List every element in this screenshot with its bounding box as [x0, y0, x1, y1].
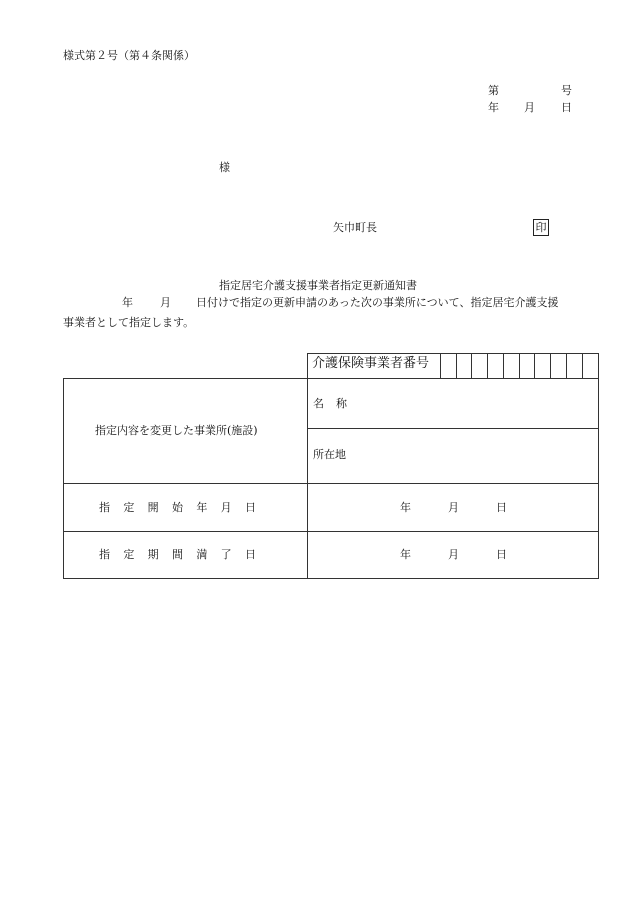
issuer: 矢巾町長: [333, 221, 377, 234]
seal-mark: 印: [533, 219, 549, 236]
start-date-label: [99, 501, 256, 515]
start-date-day: 日: [496, 501, 507, 514]
body-text-line1: 日付けで指定の更新申請のあった次の事業所について、指定居宅介護支援: [196, 296, 559, 309]
start-date-month: 月: [448, 501, 459, 514]
name-label-1: 名: [313, 397, 324, 410]
end-date-char: 定: [123, 548, 135, 561]
number-prefix: 第: [488, 84, 499, 97]
start-date-char: 開: [147, 501, 159, 514]
start-date-char: 指: [99, 501, 110, 514]
end-date-char: 日: [244, 548, 256, 561]
start-date-char: 月: [220, 501, 232, 514]
body-month: 月: [160, 296, 171, 309]
start-date-year: 年: [400, 501, 411, 514]
end-date-char: 間: [171, 548, 183, 561]
start-date-char: 日: [244, 501, 256, 514]
end-date-char: 指: [99, 548, 110, 561]
start-date-char: 年: [196, 501, 208, 514]
document-title: 指定居宅介護支援事業者指定更新通知書: [219, 279, 417, 292]
name-label-2: 称: [336, 397, 347, 410]
end-date-char: 満: [196, 548, 208, 561]
addressee-suffix: 様: [219, 161, 230, 174]
number-suffix: 号: [561, 84, 572, 97]
date-day: 日: [561, 101, 572, 114]
form-label: 様式第２号（第４条関係）: [63, 49, 195, 62]
start-date-char: 始: [171, 501, 183, 514]
body-text-line2: 事業者として指定します。: [63, 316, 195, 329]
date-year: 年: [488, 101, 499, 114]
date-month: 月: [524, 101, 535, 114]
end-date-char: 期: [147, 548, 159, 561]
end-date-month: 月: [448, 548, 459, 561]
end-date-label: [99, 548, 256, 562]
body-year: 年: [122, 296, 133, 309]
insurer-number-label: 介護保険事業者番号: [312, 356, 430, 371]
start-date-char: 定: [123, 501, 135, 514]
facility-label: 指定内容を変更した事業所(施設): [95, 424, 258, 437]
end-date-char: 了: [220, 548, 232, 561]
end-date-day: 日: [496, 548, 507, 561]
end-date-year: 年: [400, 548, 411, 561]
address-label: 所在地: [313, 448, 346, 461]
